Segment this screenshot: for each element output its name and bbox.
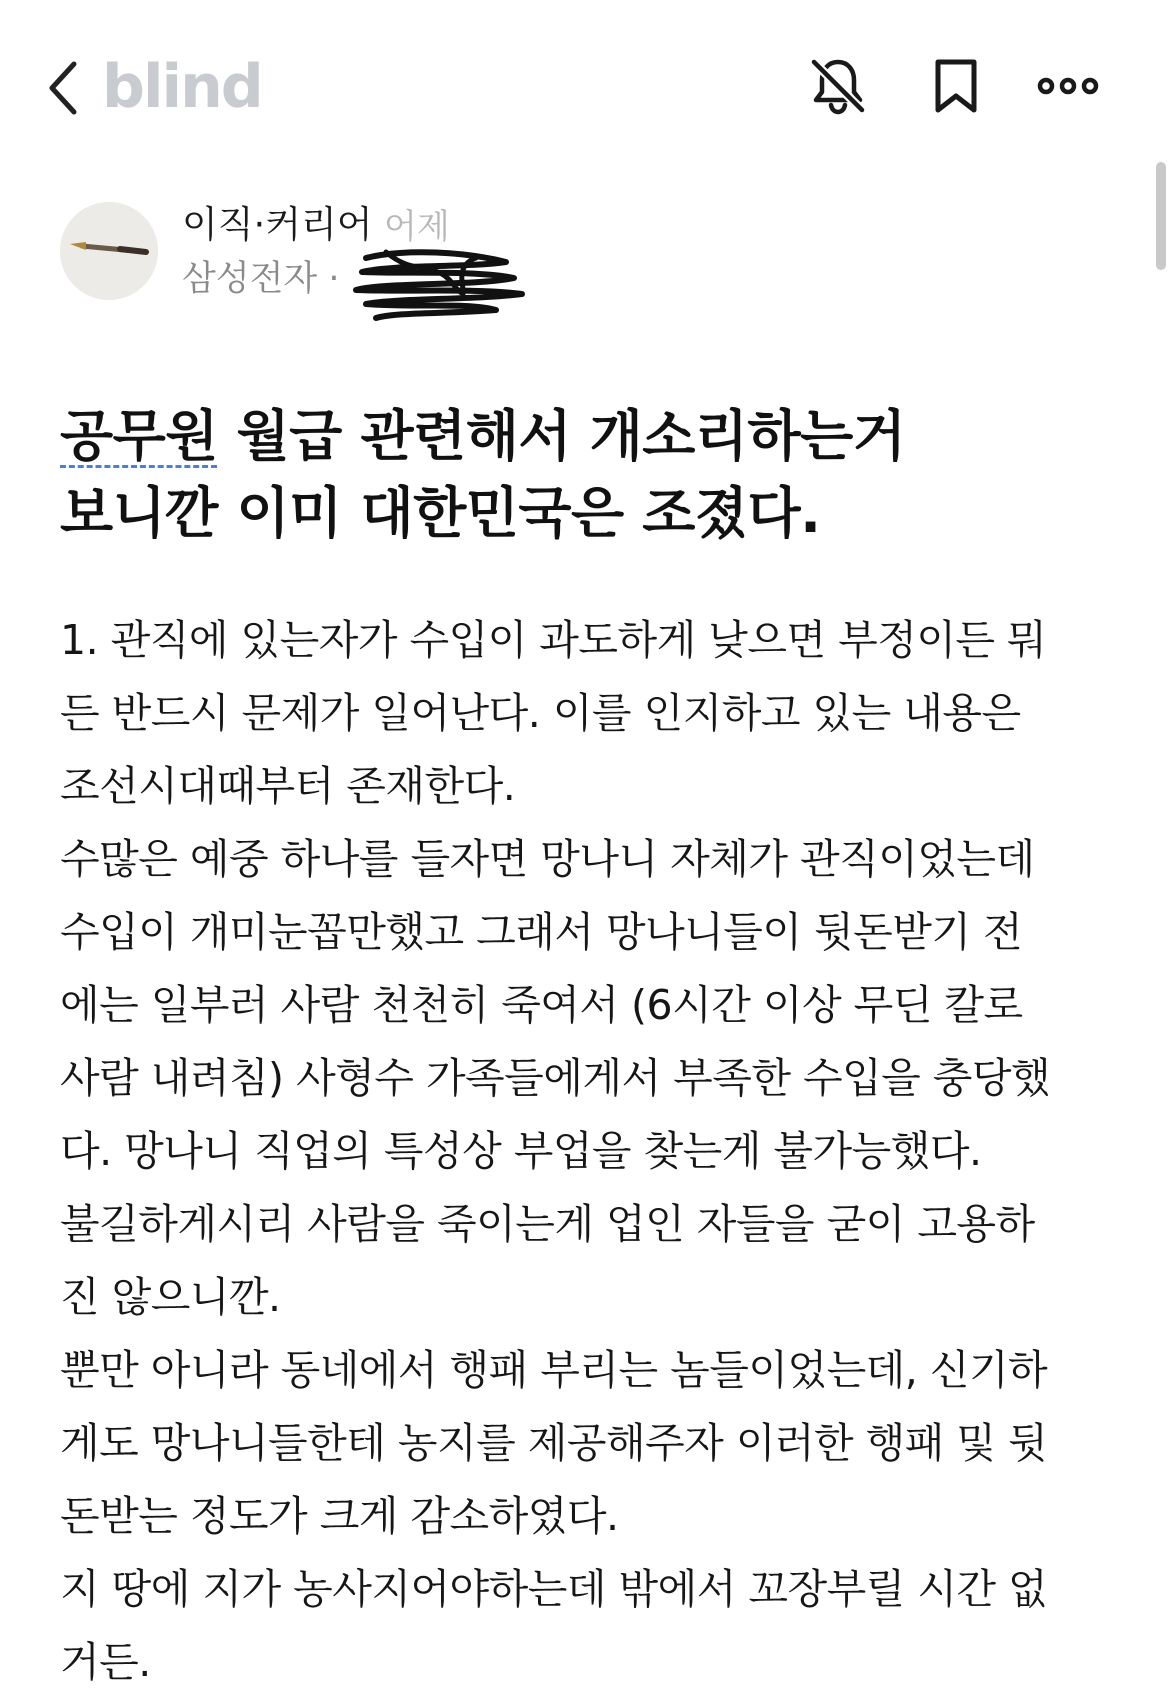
body-line: 진 않으니깐. (60, 1273, 281, 1321)
body-line: 불길하게시리 사람을 죽이는게 업인 자들을 굳이 고용하 (60, 1200, 1035, 1248)
body-line: 돈받는 정도가 크게 감소하였다. (60, 1492, 619, 1540)
body-line: 수입이 개미눈꼽만했고 그래서 망나니들이 뒷돈받기 전 (60, 908, 1023, 956)
title-text: 월급 관련해서 개소리하는거 (217, 404, 906, 468)
top-navigation-bar (0, 0, 1170, 170)
avatar[interactable] (60, 202, 158, 300)
bell-off-icon[interactable] (806, 54, 870, 118)
fountain-pen-icon (60, 202, 158, 300)
body-line: 수많은 예중 하나를 들자면 망나니 자체가 관직이었는데 (60, 835, 1035, 883)
body-line: 1. 관직에 있는자가 수입이 과도하게 낮으면 부정이든 뭐 (60, 616, 1047, 664)
body-line: 지 땅에 지가 농사지어야하는데 밖에서 꼬장부릴 시간 없 (60, 1565, 1048, 1613)
body-line: 게도 망나니들한테 농지를 제공해주자 이러한 행패 및 뒷 (60, 1419, 1048, 1467)
body-line: 다. 망나니 직업의 특성상 부업을 찾는게 불가능했다. (60, 1127, 982, 1175)
post-category[interactable]: 이직·커리어 (182, 203, 373, 246)
more-icon[interactable] (1036, 54, 1100, 118)
app-logo[interactable]: blind (102, 52, 262, 122)
author-company: 삼성전자 · (182, 259, 340, 299)
title-line-2: 보니깐 이미 대한민국은 조졌다. (60, 481, 821, 545)
post-time: 어제 (384, 207, 450, 247)
body-line: 뿐만 아니라 동네에서 행패 부리는 놈들이었는데, 신기하 (60, 1346, 1048, 1394)
body-line: 든 반드시 문제가 일어난다. 이를 인지하고 있는 내용은 (60, 689, 1021, 737)
post-author-info (60, 202, 860, 312)
redaction-scribble (326, 238, 526, 328)
body-line: 조선시대때부터 존재한다. (60, 762, 516, 810)
body-line: 사람 내려침) 사형수 가족들에게서 부족한 수입을 충당했 (60, 1054, 1051, 1102)
post-body (60, 604, 1120, 1699)
title-keyword-link[interactable]: 공무원 (60, 404, 218, 468)
body-line: 에는 일부러 사람 천천히 죽여서 (6시간 이상 무딘 칼로 (60, 981, 1023, 1029)
back-icon[interactable] (44, 58, 84, 118)
body-line: 거든. (60, 1638, 151, 1686)
bookmark-icon[interactable] (924, 54, 988, 118)
scrollbar[interactable] (1156, 162, 1166, 270)
post-title (60, 398, 1100, 552)
